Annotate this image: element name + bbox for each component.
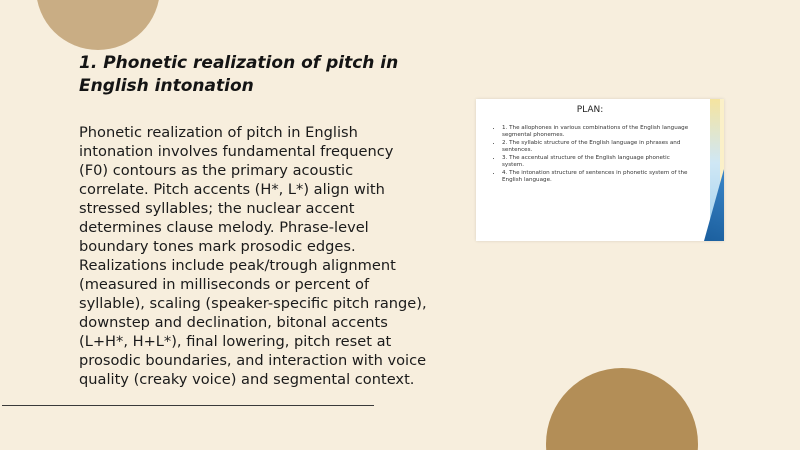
divider-line xyxy=(2,405,374,406)
decorative-circle-bottom xyxy=(546,368,698,450)
plan-image xyxy=(476,99,724,241)
plan-item: • 3. The accentual structure of the English language phonetic system. xyxy=(502,155,690,169)
plan-item: • 4. The intonation structure of sentences in phonetic system of the English language. xyxy=(502,170,690,184)
plan-item: • 1. The allophones in various combinations of the English language segmental phonemes. xyxy=(502,125,690,139)
plan-title: PLAN: xyxy=(576,105,604,115)
plan-item: • 2. The syllabic structure of the English language in phrases and sentences. xyxy=(502,140,690,154)
slide-title: 1. Phonetic realization of pitch in English intonation xyxy=(79,53,399,96)
slide-body-text: Phonetic realization of pitch in English intonation involves fundamental frequency (F0) contours as the primary acoustic correlate. Pitch accents (H*, L*) align with stressed syllables; the nuclear accent determines clause melody. Phrase-level boundary tones mark prosodic edges. Realizations include peak/trough alignment (measured in milliseconds or percent of syllable), scaling (speaker-specific pitch range), downstep and declination, bitonal accents (L+H*, H+L*), final lowering, pitch reset at prosodic boundaries, and interaction with voice quality (creaky voice) and segmental context. xyxy=(79,124,427,388)
decorative-circle-top xyxy=(36,0,160,50)
plan-list xyxy=(492,125,690,185)
